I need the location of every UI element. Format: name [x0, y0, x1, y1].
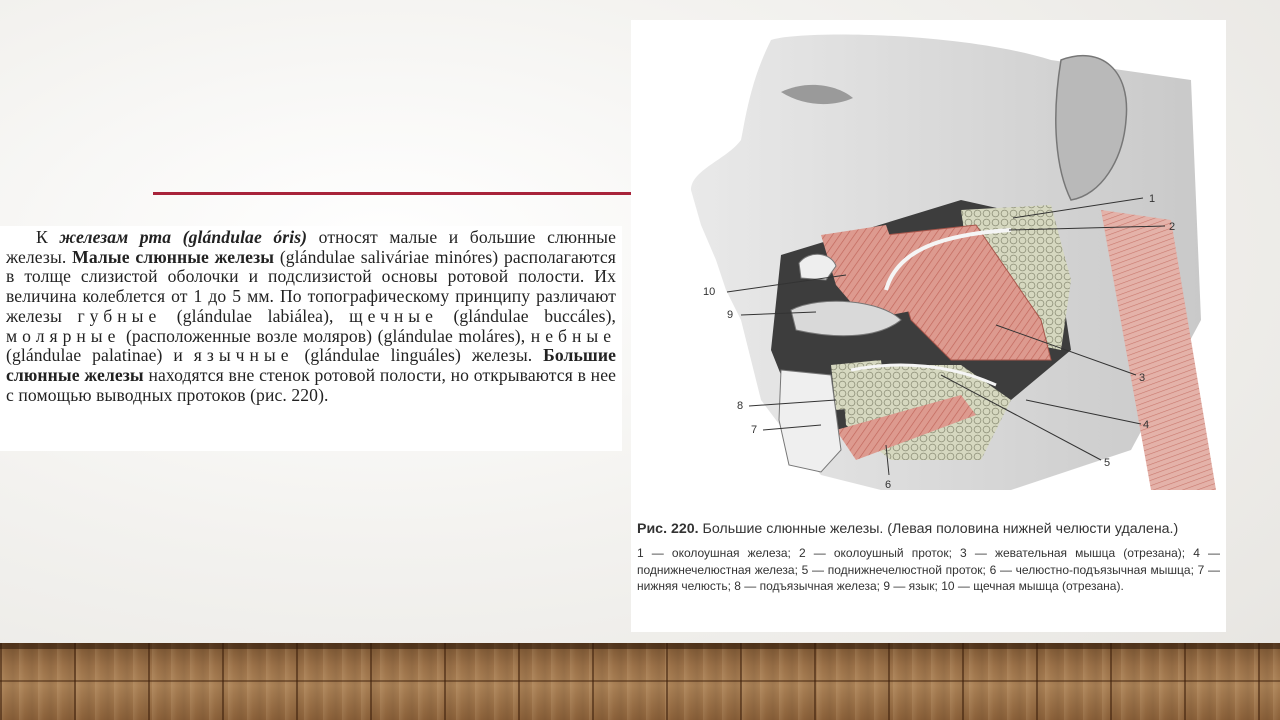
text-run: находятся вне стенок ротовой полости, но открываются в нее с помощью выводных протоков (рис. 220).: [6, 364, 617, 405]
label-8: 8: [737, 400, 744, 412]
term-labial: губные: [77, 305, 162, 326]
term-buccal: щечные: [349, 305, 438, 326]
text-run: (glándulae linguáles) железы.: [304, 345, 533, 366]
text-run: К: [36, 227, 48, 247]
anatomy-illustration: [631, 20, 1226, 515]
body-paragraph: [6, 228, 616, 405]
text-run: (glándulae palatinae) и: [6, 345, 183, 366]
text-run: (glándulae labiálea),: [176, 305, 334, 326]
caption-title: [637, 520, 1220, 539]
label-7: 7: [751, 424, 758, 436]
label-5: 5: [1104, 457, 1111, 469]
label-3: 3: [1139, 372, 1146, 384]
label-2: 2: [1169, 221, 1176, 233]
term-lingual: язычные: [193, 345, 294, 366]
caption-title-text: Большие слюнные железы. (Левая половина нижней челюсти удалена.): [702, 521, 1179, 537]
figure-panel: [631, 20, 1226, 632]
text-run: (glándulae saliváriae minóres) располагаются в толще слизистой оболочки и подслизистой основы ротовой полости. Их величина колеблется от 1 до 5 мм. По топографическому принципу различают железы: [6, 246, 616, 326]
term-molar: молярные: [6, 325, 121, 346]
mandible: [779, 370, 841, 472]
label-1: 1: [1149, 193, 1156, 205]
label-6: 6: [885, 479, 892, 491]
title-accent-line: [153, 192, 633, 195]
text-run: относят малые и большие слюнные железы.: [6, 227, 617, 267]
label-9: 9: [727, 309, 734, 321]
label-10: 10: [703, 286, 716, 298]
term-palatine: небные: [530, 325, 617, 346]
figure-caption: [637, 520, 1220, 595]
caption-legend: 1 — околоушная железа; 2 — околоушный проток; 3 — жевательная мышца (отрезана); 4 — поднижнечелюстная железа; 5 — поднижнечелюстной проток; 6 — челюстно-подъязычная мышца; 7 — нижняя челюсть; 8 — подъязычная железа; 9 — язык; 10 — щечная мышца (отрезана).: [637, 546, 1220, 593]
term-major-glands: Большие слюнные железы: [6, 345, 617, 385]
term-minor-glands: Малые слюнные железы: [72, 246, 275, 267]
text-run: (glándulae buccáles),: [453, 305, 617, 326]
label-4: 4: [1143, 419, 1150, 431]
figure-number: Рис. 220.: [637, 521, 699, 537]
text-block: [0, 226, 622, 451]
floor-board-seam: [0, 680, 1280, 682]
floor-shadow: [0, 643, 1280, 649]
term-oral-glands: железам рта (glándulae óris): [59, 227, 308, 247]
text-run: (расположенные возле моляров) (glándulae moláres),: [125, 325, 526, 346]
